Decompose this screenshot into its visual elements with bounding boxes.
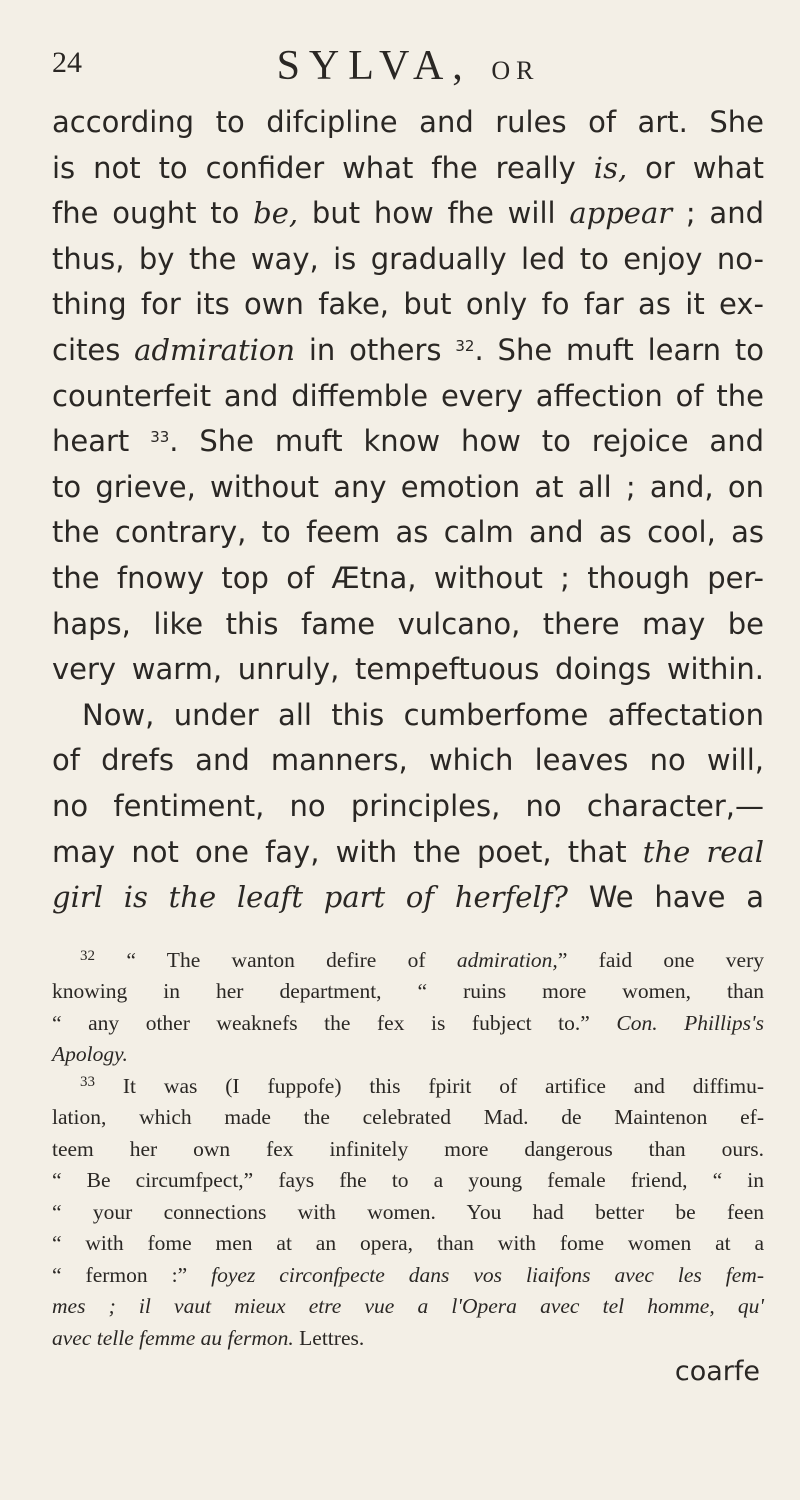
footnote-33-line: avec telle femme au fermon. Lettres.	[52, 1325, 365, 1350]
footnotes	[52, 945, 764, 1355]
footnote-33-line: teem her own fex infinitely more dangerous than ours.	[52, 1136, 764, 1161]
footnote-33-line: lation, which made the celebrated Mad. de Maintenon ef-	[52, 1105, 764, 1130]
footnote-32-line: $^{32}$ “ The wanton defire of admiration,” faid one very	[80, 947, 764, 972]
text-line: counterfeit and diffemble every affection of the	[52, 378, 764, 413]
text-line: fhe ought to be, but how fhe will appear ; and	[52, 196, 764, 231]
text-line: may not one fay, with the poet, that the real	[52, 834, 764, 869]
footnote-33-line: “ Be circumfpect,” fays fhe to a young female friend, “ in	[52, 1168, 764, 1193]
running-title-main: SYLVA,	[276, 43, 472, 89]
text-line: according to difcipline and rules of art. She	[52, 105, 764, 139]
footnote-33-line: $^{33}$ It was (I fuppofe) this fpirit of artifice and diffimu-	[80, 1073, 764, 1098]
running-title	[52, 42, 764, 90]
text-line: girl is the leaft part of herfelf? We have a	[52, 880, 764, 915]
text-line: Now, under all this cumberfome affectation	[82, 697, 764, 732]
text-line: very warm, unruly, tempeftuous doings within.	[52, 652, 764, 687]
text-line: the contrary, to feem as calm and as cool, as	[52, 515, 764, 550]
text-line: haps, like this fame vulcano, there may be	[52, 606, 764, 641]
text-line: of drefs and manners, which leaves no will,	[52, 743, 764, 778]
page-number: 24	[52, 46, 82, 79]
text-line: is not to confider what fhe really is, or what	[52, 150, 764, 185]
footnote-marker: 32	[80, 947, 95, 964]
page-header	[52, 40, 764, 92]
footnote-33-line: “ fermon :” foyez circonfpecte dans vos liaifons avec les fem-	[52, 1262, 764, 1287]
text-line: thus, by the way, is gradually led to enjoy no-	[52, 241, 764, 276]
main-text	[52, 100, 764, 921]
footnote-33-line: mes ; il vaut mieux etre vue a l'Opera avec tel homme, qu'	[52, 1294, 764, 1319]
footnote-ref-33: 33	[150, 428, 170, 447]
footnote-32-line: Apology.	[52, 1042, 128, 1067]
text-line: no fentiment, no principles, no character,—	[52, 788, 764, 823]
text-line: to grieve, without any emotion at all ; and, on	[52, 469, 764, 504]
text-line: cites admiration in others $^{32}$. She muft learn to	[52, 332, 764, 367]
book-page	[52, 40, 764, 1470]
footnote-32-line: “ any other weaknefs the fex is fubject to.” Con. Phillips's	[52, 1010, 764, 1035]
footnote-ref-32: 32	[455, 336, 475, 355]
text-line: the fnowy top of Ætna, without ; though per-	[52, 560, 764, 595]
footnote-33-line: “ your connections with women. You had better be feen	[52, 1199, 764, 1224]
footnote-33-line: “ with fome men at an opera, than with fome women at a	[52, 1231, 764, 1256]
text-line: thing for its own fake, but only fo far as it ex-	[52, 287, 764, 322]
catchword: coarfe	[674, 1356, 760, 1388]
footnote-32-line: knowing in her department, “ ruins more women, than	[52, 979, 764, 1004]
running-title-suffix: OR	[491, 56, 540, 85]
text-line: heart $^{33}$. She muft know how to rejoice and	[52, 424, 764, 459]
footnote-marker: 33	[80, 1073, 95, 1090]
